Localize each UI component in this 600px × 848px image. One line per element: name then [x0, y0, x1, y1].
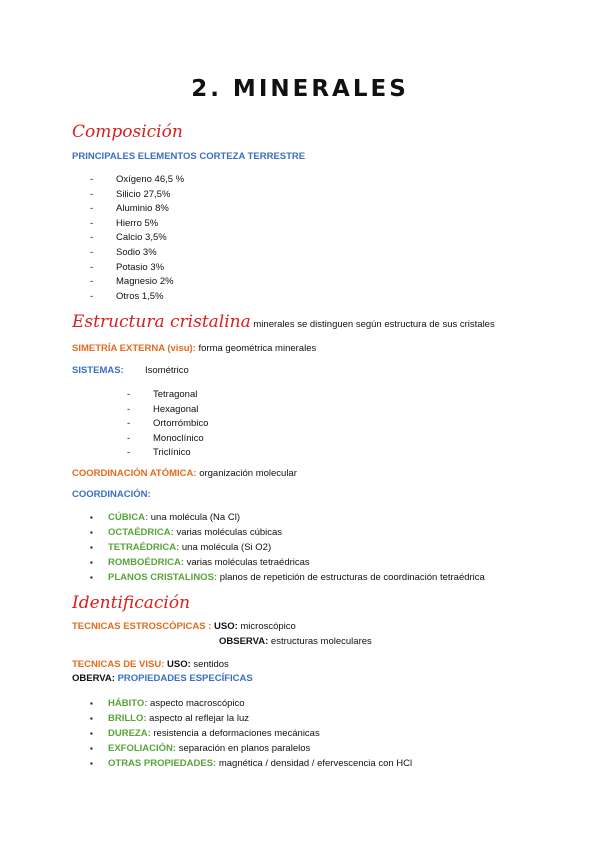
coord-atomica-row — [72, 468, 297, 479]
propiedades-label: PROPIEDADES ESPECÍFICAS — [117, 673, 253, 684]
list-item: - Hexagonal — [127, 403, 199, 415]
sistemas-label: SISTEMAS: — [72, 365, 124, 376]
list-item: - Potasio 3% — [90, 261, 165, 273]
sistemas-first: Isométrico — [145, 365, 189, 376]
composicion-subheading: PRINCIPALES ELEMENTOS CORTEZA TERRESTRE — [72, 151, 306, 162]
list-item: - Sodio 3% — [90, 246, 157, 258]
tec-estro-label: TECNICAS ESTROSCÓPICAS : — [72, 621, 212, 632]
composicion-list — [90, 173, 184, 304]
propiedades-list — [90, 696, 412, 771]
list-item: - Silicio 27,5% — [90, 188, 171, 200]
list-item: - Monoclínico — [127, 432, 204, 444]
list-item: ▪ EXFOLIACIÓN: separación en planos paralelos — [90, 743, 311, 754]
list-item: ▪ ROMBOÉDRICA: varias moléculas tetraédricas — [90, 557, 310, 568]
list-item: - Oxígeno 46,5 % — [90, 174, 185, 185]
uso2-label: USO: — [167, 659, 191, 670]
coord-atomica-label: COORDINACIÓN ATÓMICA: — [72, 468, 197, 479]
list-item: ▪ OCTAÉDRICA: varias moléculas cúbicas — [90, 527, 283, 538]
oberva-label: OBERVA: — [72, 673, 115, 684]
coordinacion-label: COORDINACIÓN: — [72, 489, 151, 500]
observa-label: OBSERVA: — [219, 636, 269, 647]
list-item: - Otros 1,5% — [90, 290, 164, 302]
list-item: - Tetragonal — [127, 389, 198, 400]
observa-text: estructuras moleculares — [270, 636, 372, 647]
list-item: - Aluminio 8% — [90, 203, 169, 215]
uso-label: USO: — [214, 621, 238, 632]
list-item: ▪ DUREZA: resistencia a deformaciones mecánicas — [90, 728, 320, 739]
simetria-row — [72, 343, 316, 354]
list-item: - Calcio 3,5% — [90, 232, 167, 244]
uso2-text: sentidos — [193, 659, 229, 670]
sistemas-list — [127, 388, 208, 461]
observa-row — [219, 636, 372, 647]
list-item: ▪ HÁBITO: aspecto macroscópico — [90, 698, 245, 709]
list-item: ▪ OTRAS PROPIEDADES: magnética / densidad / efervescencia con HCl — [90, 758, 413, 769]
estructura-heading: Estructura cristalina — [72, 312, 251, 332]
list-item: - Ortorrómbico — [127, 418, 209, 430]
tec-estro-row — [72, 621, 296, 632]
list-item: - Magnesio 2% — [90, 276, 174, 288]
page-title: 2. MINERALES — [191, 76, 409, 102]
tec-visu-row — [72, 659, 229, 670]
simetria-text: forma geométrica minerales — [198, 343, 317, 354]
estructura-note: minerales se distinguen según estructura de sus cristales — [253, 319, 495, 330]
coordinacion-list — [90, 510, 485, 585]
tec-visu-label: TECNICAS DE VISU: — [72, 659, 165, 670]
list-item: ▪ TETRAÉDRICA: una molécula (Si O2) — [90, 542, 272, 553]
list-item: ▪ BRILLO: aspecto al reflejar la luz — [90, 713, 249, 724]
identificacion-heading: Identificación — [72, 593, 191, 613]
list-item: ▪ PLANOS CRISTALINOS: planos de repetición de estructuras de coordinación tetraédrica — [90, 572, 485, 583]
composicion-heading: Composición — [72, 122, 183, 142]
uso-text: microscópico — [240, 621, 296, 632]
estructura-row — [72, 312, 495, 332]
list-item: ▪ CÚBICA: una molécula (Na Cl) — [90, 512, 240, 523]
list-item: - Hierro 5% — [90, 217, 159, 229]
simetria-label: SIMETRÍA EXTERNA (visu): — [72, 343, 196, 354]
coord-atomica-text: organización molecular — [199, 468, 297, 479]
list-item: - Triclínico — [127, 447, 191, 459]
oberva-row — [72, 673, 253, 684]
